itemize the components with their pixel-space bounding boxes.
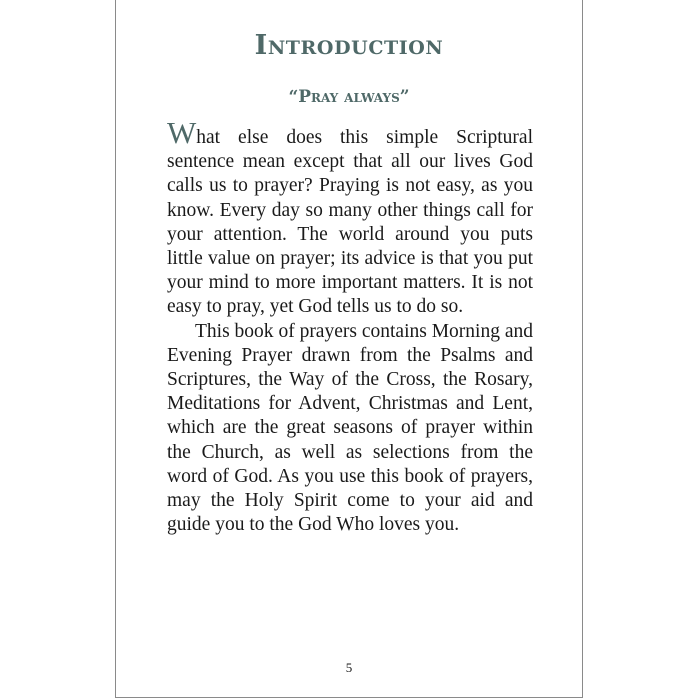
- paragraph-1-text: hat else does this simple Scriptural sentence mean except that all our lives God calls us to prayer? Praying is not easy, as you know. Every day so many other things call for your attention. The world around you puts little value on prayer; its advice is that you put your mind to more important matters. It is not easy to pray, yet God tells us to do so.: [167, 127, 533, 318]
- page-subtitle: “Pray always”: [288, 87, 410, 107]
- page-number: 5: [345, 660, 353, 675]
- paragraph-2: This book of prayers contains Morning and Evening Prayer drawn from the Psalms and Scriptures, the Way of the Cross, the Rosary, Meditations for Advent, Christmas and Lent, which are the great seasons of prayer within the Church, as well as selections from the word of God. As you use this book of prayers, may the Holy Spirit come to your aid and guide you to the God Who loves you.: [167, 320, 533, 536]
- paragraph-1: [167, 115, 533, 320]
- book-page: [115, 0, 583, 698]
- body-text: [167, 115, 533, 537]
- page-title: Introduction: [254, 30, 444, 61]
- drop-cap: W: [167, 115, 197, 150]
